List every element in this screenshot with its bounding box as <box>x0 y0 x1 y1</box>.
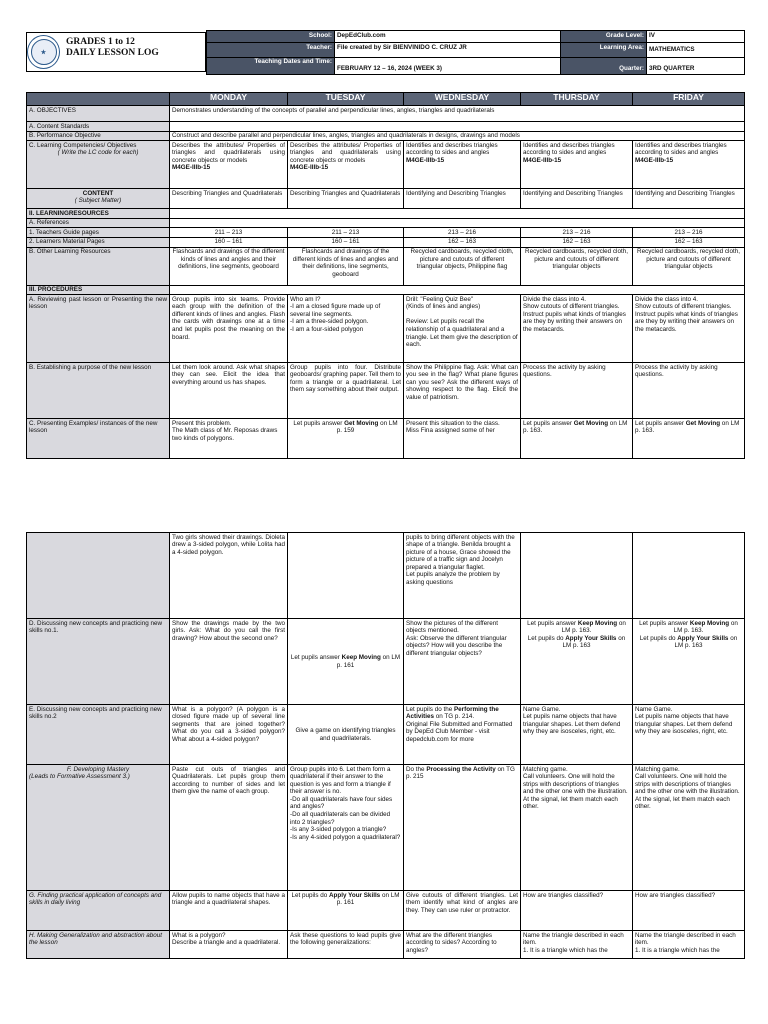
purpose-label: B. Establishing a purpose of the new lesson <box>27 363 170 419</box>
other-resources-label: B. Other Learning Resources <box>27 247 170 285</box>
teacher-value: File created by Sir BIENVINIDO C. CRUZ JR <box>335 43 561 58</box>
g-mon: Allow pupils to name objects that have a triangle and a quadrilateral shapes. <box>170 891 288 931</box>
resources-blank <box>170 209 745 219</box>
content-label: CONTENT ( Subject Matter) <box>27 189 170 209</box>
purpose-wed: Show the Philippine flag. Ask: What can you see in the flag? What plane figures can you see? Ask the different ways of showing respect to the flag. Elicit the value of patriotism. <box>404 363 521 419</box>
competencies-label: C. Learning Competencies/ Objectives ( Write the LC code for each) <box>27 141 170 189</box>
present-tue: Let pupils answer Get Moving on LM p. 159 <box>288 419 404 459</box>
competency-wed: Identifies and describes triangles according to sides and angles M4GE-IIIb-15 <box>404 141 521 189</box>
content-row <box>27 189 745 209</box>
content-thu: Identifying and Describing Triangles <box>521 189 633 209</box>
lm-tue: 160 – 161 <box>288 237 404 247</box>
header <box>26 30 744 77</box>
quarter-value: 3RD QUARTER <box>647 57 745 74</box>
h-mon: What is a polygon? Describe a triangle and a quadrilateral. <box>170 931 288 959</box>
lm-mon: 160 – 161 <box>170 237 288 247</box>
e-tue: Give a game on identifying triangles and quadrilaterals. <box>288 705 404 765</box>
review-label: A. Reviewing past lesson or Presenting the new lesson <box>27 295 170 363</box>
competency-thu: Identifies and describes triangles according to sides and angles M4GE-IIIb-15 <box>521 141 633 189</box>
h-wed: What are the different triangles according to sides? According to angles? <box>404 931 521 959</box>
e-wed: Let pupils do the Performing the Activities on TG p. 214. Original File Submitted and Formatted by DepEd Club Member - visit depedclub.com for more <box>404 705 521 765</box>
g-wed: Give cutouts of different triangles. Let them identify what kind of angles are they. They can use ruler or protractor. <box>404 891 521 931</box>
review-mon: Group pupils into six teams. Provide each group with the definition of the different kinds of lines and angles. Flash the cards with drawings one at a time and let pupils post the meaning on the board. <box>170 295 288 363</box>
generalization-label: H. Making Generalization and abstraction about the lesson <box>27 931 170 959</box>
d-wed: Show the pictures of the different objects mentioned. Ask: Observe the different triangular objects? How will you describe the different triangular objects? <box>404 619 521 705</box>
lm-wed: 162 – 163 <box>404 237 521 247</box>
application-label: G. Finding practical application of concepts and skills in daily living <box>27 891 170 931</box>
objectives-text: Demonstrates understanding of the concepts of parallel and perpendicular lines, angles, triangles and quadrilaterals <box>170 106 745 122</box>
present-wed: Present this situation to the class. Miss Fina assigned some of her <box>404 419 521 459</box>
purpose-row <box>27 363 745 419</box>
day-thursday: THURSDAY <box>521 93 633 106</box>
lesson-table-page-1 <box>26 92 745 459</box>
competency-mon: Describes the attributes/ Properties of triangles and quadrilaterals using concrete objects or models M4GE-IIIb-15 <box>170 141 288 189</box>
competencies-row <box>27 141 745 189</box>
title-block <box>60 32 206 72</box>
resources-label: II. LEARNINGRESOURCES <box>27 209 170 219</box>
f-tue: Group pupils into 6. Let them form a quadrilateral if their answer to the question is yes and form a triangle if their answer is no. -Do all quadrilaterals have four sides and angles? -Do all quadrilaterals can be divided into 2 triangles? -Is any 3-sided polygon a triangle? -Is any 4-sided polygon a quadrilateral? <box>288 765 404 891</box>
dates-label: Teaching Dates and Time: <box>207 57 335 74</box>
g-thu: How are triangles classified? <box>521 891 633 931</box>
tg-mon: 211 – 213 <box>170 228 288 238</box>
present-thu: Let pupils answer Get Moving on LM p. 163. <box>521 419 633 459</box>
e-thu: Name Game. Let pupils name objects that have triangular shapes. Let them defend why they are isosceles, right, etc. <box>521 705 633 765</box>
mastery-label: F. Developing Mastery (Leads to Formative Assessment 3.) <box>27 765 170 891</box>
f-thu: Matching game. Call volunteers. One will hold the strips with descriptions of triangles and the other one with the illustration. At the signal, let them match each other. <box>521 765 633 891</box>
teacher-label: Teacher: <box>207 43 335 58</box>
discussing-2-label: E. Discussing new concepts and practicing new skills no.2 <box>27 705 170 765</box>
competency-fri: Identifies and describes triangles according to sides and angles M4GE-IIIb-15 <box>633 141 745 189</box>
cont-tue <box>288 533 404 619</box>
procedures-label: III. PROCEDURES <box>27 285 170 295</box>
lm-thu: 162 – 163 <box>521 237 633 247</box>
dates-value: FEBRUARY 12 – 16, 2024 (WEEK 3) <box>335 57 561 74</box>
tg-wed: 213 – 216 <box>404 228 521 238</box>
grade-value: IV <box>647 31 745 43</box>
discussing-2-row <box>27 705 745 765</box>
h-thu: Name the triangle described in each item. 1. It is a triangle which has the <box>521 931 633 959</box>
discussing-1-label: D. Discussing new concepts and practicing new skills no.1. <box>27 619 170 705</box>
day-header-row <box>27 93 745 106</box>
purpose-tue: Group pupils into four. Distribute geoboards/ graphing paper. Tell them to form a triangle or a quadrilateral. Let them say something about their output. <box>288 363 404 419</box>
cont-fri <box>633 533 745 619</box>
day-tuesday: TUESDAY <box>288 93 404 106</box>
other-mon: Flashcards and drawings of the different kinds of lines and angles and their definitions, line segments, geoboard <box>170 247 288 285</box>
f-mon: Paste cut outs of triangles and Quadrilaterals. Let pupils group them according to number of sides and let them give the name of each group. <box>170 765 288 891</box>
header-info-table <box>206 30 745 75</box>
purpose-mon: Let them look around. Ask what shapes they can see. Elicit the idea that everything around us has shapes. <box>170 363 288 419</box>
present-fri: Let pupils answer Get Moving on LM p. 163. <box>633 419 745 459</box>
school-label: School: <box>207 31 335 43</box>
lm-fri: 162 – 163 <box>633 237 745 247</box>
other-wed: Recycled cardboards, recycled cloth, picture and cutouts of different triangular objects, Philippine flag <box>404 247 521 285</box>
g-tue: Let pupils do Apply Your Skills on LM p. 161 <box>288 891 404 931</box>
other-tue: Flashcards and drawings of the different kinds of lines and angles and their definitions, line segments, geoboard <box>288 247 404 285</box>
d-fri: Let pupils answer Keep Moving on LM p. 163. Let pupils do Apply Your Skills on LM p. 163 <box>633 619 745 705</box>
other-fri: Recycled cardboards, recycled cloth, picture and cutouts of different triangular objects <box>633 247 745 285</box>
cont-thu <box>521 533 633 619</box>
deped-seal-icon: ★ <box>26 32 60 72</box>
d-mon: Show the drawings made by the two girls. Ask: What do you call the first drawing? How about the second one? <box>170 619 288 705</box>
cont-mon: Two girls showed their drawings. Dioleta drew a 3-sided polygon, while Lolita had a 4-sided polygon. <box>170 533 288 619</box>
e-fri: Name Game. Let pupils name objects that have triangular shapes. Let them defend why they are isosceles, right, etc. <box>633 705 745 765</box>
f-fri: Matching game. Call volunteers. One will hold the strips with descriptions of triangles and the other one with the illustration. At the signal, let them match each other. <box>633 765 745 891</box>
d-tue: Let pupils answer Keep Moving on LM p. 161 <box>288 619 404 705</box>
other-thu: Recycled cardboards, recycled cloth, picture and cutouts of different triangular objects <box>521 247 633 285</box>
objectives-label: A. OBJECTIVES <box>27 106 170 122</box>
title-line-1: GRADES 1 to 12 <box>66 37 135 47</box>
tg-row <box>27 228 745 238</box>
blank-corner <box>27 93 170 106</box>
day-friday: FRIDAY <box>633 93 745 106</box>
content-tue: Describing Triangles and Quadrilaterals <box>288 189 404 209</box>
tg-fri: 213 – 216 <box>633 228 745 238</box>
content-mon: Describing Triangles and Quadrilaterals <box>170 189 288 209</box>
title-line-2: DAILY LESSON LOG <box>66 48 159 58</box>
area-label: Learning Area: <box>561 43 647 58</box>
lm-label: 2. Learners Material Pages <box>27 237 170 247</box>
d-thu: Let pupils answer Keep Moving on LM p. 163. Let pupils do Apply Your Skills on LM p. 163 <box>521 619 633 705</box>
content-standards-label: A. Content Standards <box>27 122 170 132</box>
competency-tue: Describes the attributes/ Properties of triangles and quadrilaterals using concrete objects or models M4GE-IIIb-15 <box>288 141 404 189</box>
lesson-table-page-2 <box>26 532 745 959</box>
h-fri: Name the triangle described in each item. 1. It is a triangle which has the <box>633 931 745 959</box>
day-wednesday: WEDNESDAY <box>404 93 521 106</box>
other-resources-row <box>27 247 745 285</box>
present-label: C. Presenting Examples/ instances of the new lesson <box>27 419 170 459</box>
g-fri: How are triangles classified? <box>633 891 745 931</box>
content-wed: Identifying and Describing Triangles <box>404 189 521 209</box>
f-wed: Do the Processing the Activity on TG p. 215 <box>404 765 521 891</box>
grade-label: Grade Level: <box>561 31 647 43</box>
quarter-label: Quarter: <box>561 57 647 74</box>
review-fri: Divide the class into 4. Show cutouts of different triangles. Instruct pupils what kinds of triangles are they by writing their answers on the metacards. <box>633 295 745 363</box>
review-tue: Who am I? -I am a closed figure made up of several line segments. -I am a three-sided polygon. -I am a four-sided polygon <box>288 295 404 363</box>
performance-text: Construct and describe parallel and perpendicular lines, angles, triangles and quadrilaterals in designs, drawings and models <box>170 131 745 141</box>
purpose-thu: Process the activity by asking questions. <box>521 363 633 419</box>
review-wed: Drill: "Feeling Quiz Bee" (Kinds of lines and angles) Review: Let pupils recall the relationship of a quadrilateral and a triangle. Let them give the description of each. <box>404 295 521 363</box>
present-row <box>27 419 745 459</box>
lm-row <box>27 237 745 247</box>
tg-thu: 213 – 216 <box>521 228 633 238</box>
references-blank <box>170 218 745 228</box>
tg-label: 1. Teachers Guide pages <box>27 228 170 238</box>
application-row <box>27 891 745 931</box>
review-row <box>27 295 745 363</box>
present-mon: Present this problem. The Math class of Mr. Reposas draws two kinds of polygons. <box>170 419 288 459</box>
school-value: DepEdClub.com <box>335 31 561 43</box>
area-value: MATHEMATICS <box>647 43 745 58</box>
e-mon: What is a polygon? (A polygon is a closed figure made up of several line segments that are joined together? What do you call a 3-sided polygon? What about a 4-sided polygon? <box>170 705 288 765</box>
continuation-label <box>27 533 170 619</box>
review-thu: Divide the class into 4. Show cutouts of different triangles. Instruct pupils what kinds of triangles are they by writing their answers on the metacards. <box>521 295 633 363</box>
content-standards-text <box>170 122 745 132</box>
day-monday: MONDAY <box>170 93 288 106</box>
tg-tue: 211 – 213 <box>288 228 404 238</box>
procedures-blank <box>170 285 745 295</box>
cont-wed: pupils to bring different objects with the shape of a triangle. Benilda brought a picture of a house, Grace showed the picture of a traffic sign and Jocelyn prepared a triangular flaglet. Let pupils analyze the problem by asking questions <box>404 533 521 619</box>
purpose-fri: Process the activity by asking questions. <box>633 363 745 419</box>
references-label: A. References <box>27 218 170 228</box>
continuation-row <box>27 533 745 619</box>
discussing-1-row <box>27 619 745 705</box>
h-tue: Ask these questions to lead pupils give the following generalizations: <box>288 931 404 959</box>
content-fri: Identifying and Describing Triangles <box>633 189 745 209</box>
mastery-row <box>27 765 745 891</box>
performance-label: B. Performance Objective <box>27 131 170 141</box>
generalization-row <box>27 931 745 959</box>
